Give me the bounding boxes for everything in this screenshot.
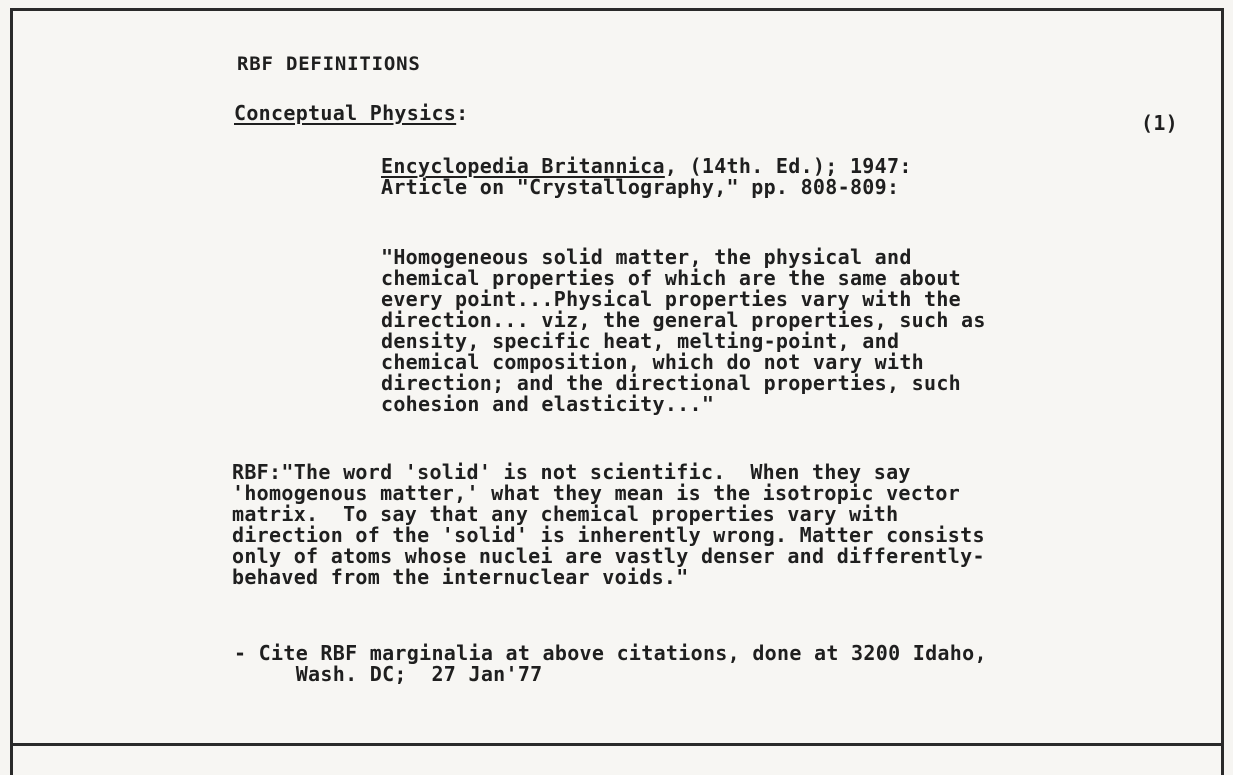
quote-line: "Homogeneous solid matter, the physical and xyxy=(381,245,912,269)
quote-line: cohesion and elasticity..." xyxy=(381,392,715,416)
section-heading-colon: : xyxy=(456,101,469,125)
comment-line: 'homogenous matter,' what they mean is the isotropic vector xyxy=(232,481,961,505)
note-line: Wash. DC; 27 Jan'77 xyxy=(234,662,543,686)
comment-line: behaved from the internuclear voids." xyxy=(232,565,689,589)
quote-line: direction; and the directional properties, such xyxy=(381,371,962,395)
quote-line: chemical properties of which are the same about xyxy=(381,266,962,290)
section-heading xyxy=(234,103,468,124)
card-number: (1) xyxy=(1141,111,1179,135)
quote-line: chemical composition, which do not vary with xyxy=(381,350,925,374)
citation-note-block xyxy=(234,622,987,706)
comment-line: direction of the 'solid' is inherently wrong. Matter consists xyxy=(232,523,985,547)
rbf-comment-block xyxy=(232,441,985,609)
note-line: - Cite RBF marginalia at above citations, done at 3200 Idaho, xyxy=(234,641,987,665)
card-header-title: RBF DEFINITIONS xyxy=(237,53,421,75)
quote-line: density, specific heat, melting-point, and xyxy=(381,329,900,353)
comment-line: RBF:"The word 'solid' is not scientific. When they say xyxy=(232,460,911,484)
quote-line: direction... viz, the general properties, such as xyxy=(381,308,986,332)
next-card-edge xyxy=(10,746,1224,775)
section-heading-text: Conceptual Physics xyxy=(234,101,457,125)
source-title: Encyclopedia Britannica xyxy=(381,154,665,178)
comment-line: matrix. To say that any chemical properties vary with xyxy=(232,502,899,526)
source-details: , (14th. Ed.); 1947: xyxy=(664,154,912,178)
quote-line: every point...Physical properties vary with the xyxy=(381,287,962,311)
comment-line: only of atoms whose nuclei are vastly denser and differently- xyxy=(232,544,985,568)
quote-block xyxy=(381,226,986,436)
source-article: Article on "Crystallography," pp. 808-809: xyxy=(381,175,900,199)
source-citation xyxy=(381,156,912,177)
